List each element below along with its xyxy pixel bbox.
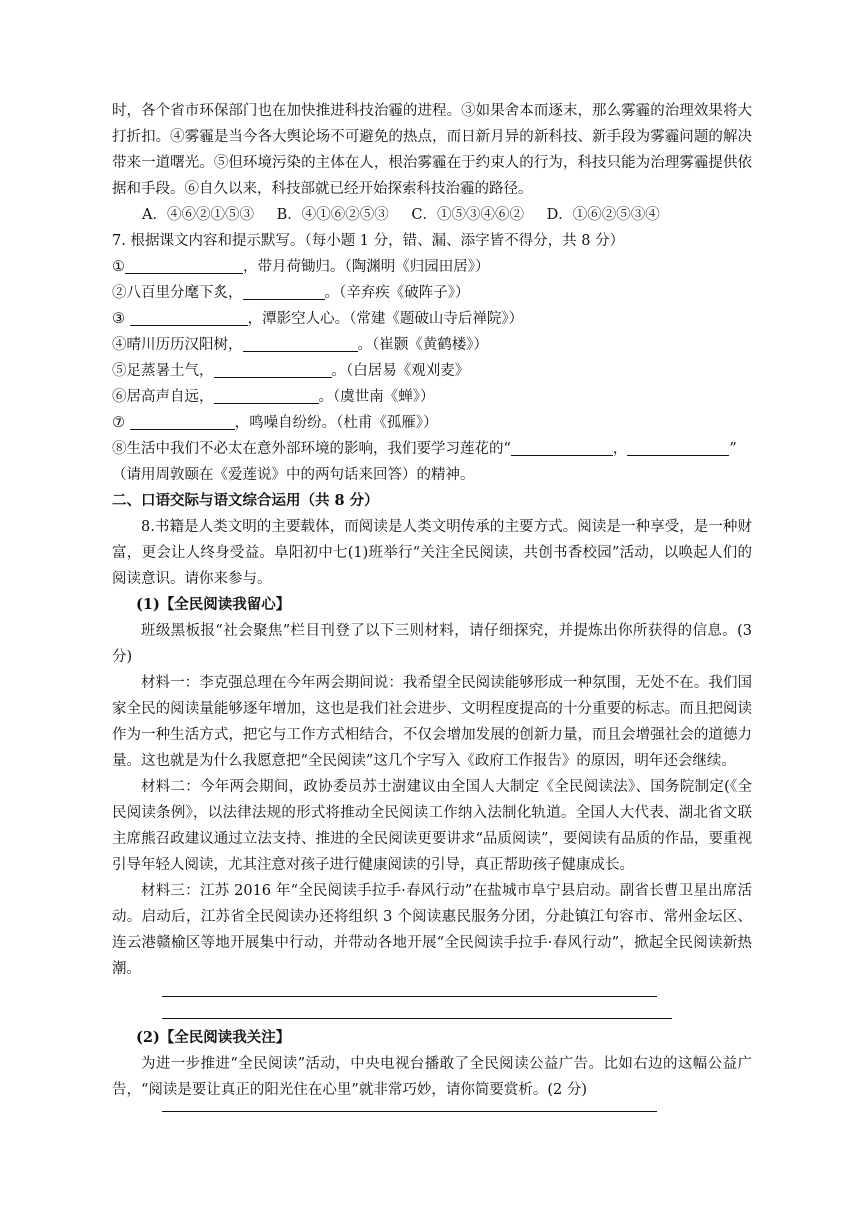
option-c: C．①⑤③④⑥② (411, 207, 524, 223)
fill-blank[interactable] (511, 438, 613, 456)
material-3: 材料三：江苏 2016 年“全民阅读手拉手·春风行动”在盐城市阜宁县启动。副省长曹卫星出席活动。启动后，江苏省全民阅读办还将组织 3 个阅读惠民服务分团，分赴镇江句容市、常州金坛区、连云港赣榆区等地开展集中行动，并带动各地开展“全民阅读手拉手·春风行动”，掀起全民阅读新热潮。 (112, 883, 752, 977)
part-1-title: (1)【全民阅读我留心】 (136, 596, 291, 613)
fill-blank[interactable] (243, 282, 325, 300)
fill-blank[interactable] (214, 386, 319, 404)
q7-item-5: ⑤足蒸暑土气， 。（白居易《观刈麦》 (112, 358, 752, 384)
exam-page (112, 98, 752, 1112)
q7-item-8: ⑧生活中我们不必太在意外部环境的影响，我们要学习莲花的“ ， ” (112, 436, 752, 462)
part-2-title: (2)【全民阅读我关注】 (136, 1029, 291, 1046)
part-1-instruction: 班级黑板报“社会聚焦”栏目刊登了以下三则材料，请仔细探究，并提炼出你所获得的信息。(3 分) (112, 623, 752, 665)
q7-item-8-tail: （请用周敦颐在《爱莲说》中的两句话来回答）的精神。 (112, 467, 475, 483)
fill-blank[interactable] (125, 256, 243, 274)
q7-item-4: ④晴川历历汉阳树， 。（崔颢《黄鹤楼》） (112, 332, 752, 358)
q7-item-3: ③ ，潭影空人心。（常建《题破山寺后禅院》） (112, 306, 752, 332)
answer-line[interactable] (162, 1111, 657, 1112)
material-2: 材料二：今年两会期间，政协委员苏士澍建议由全国人大制定《全民阅读法》、国务院制定(《全民阅读条例》，以法律法规的形式将推动全民阅读工作纳入法制化轨道。全国人大代表、湖北省文联主席熊召政建议通过立法支持、推进的全民阅读更要讲求“品质阅读”，要阅读有品质的作品，要重视引导年轻人阅读，尤其注意对孩子进行健康阅读的引导，真正帮助孩子健康成长。 (112, 779, 752, 873)
option-b: B．④①⑥②⑤③ (276, 207, 389, 223)
q7-item-2: ②八百里分麾下炙， 。（辛弃疾《破阵子》） (112, 280, 752, 306)
fill-blank[interactable] (130, 308, 248, 326)
q7-item-6: ⑥居高声自远， 。（虞世南《蝉》） (112, 384, 752, 410)
q6-options (112, 202, 752, 228)
fill-blank[interactable] (243, 334, 358, 352)
option-a: A．④⑥②①⑤③ (142, 207, 254, 223)
material-1: 材料一：李克强总理在今年两会期间说：我希望全民阅读能够形成一种氛围，无处不在。我们国家全民的阅读量能够逐年增加，这也是我们社会进步、文明程度提高的十分重要的标志。而且把阅读作为一种生活方式，把它与工作方式相结合，不仅会增加发展的创新力量，而且会增强社会的道德力量。这也就是为什么我愿意把“全民阅读”这几个字写入《政府工作报告》的原因，明年还会继续。 (112, 675, 752, 769)
q7-title: 7. 根据课文内容和提示默写。（每小题 1 分，错、漏、添字皆不得分，共 8 分） (112, 233, 625, 249)
fill-blank[interactable] (130, 412, 235, 430)
option-d: D．①⑥②⑤③④ (546, 207, 660, 223)
q7-item-1: ① ，带月荷锄归。（陶渊明《归园田居》） (112, 254, 752, 280)
section-2-title: 二、口语交际与语文综合运用（共 8 分） (112, 492, 379, 509)
q8-intro: 8.书籍是人类文明的主要载体，而阅读是人类文明传承的主要方式。阅读是一种享受，是一种财富，更会让人终身受益。阜阳初中七(1)班举行“关注全民阅读，共创书香校园”活动，以唤起人们的阅读意识。请你来参与。 (112, 519, 752, 587)
q7-item-7: ⑦ ，鸣噪自纷纷。（杜甫《孤雁》） (112, 410, 752, 436)
fill-blank[interactable] (214, 360, 332, 378)
q6-continued-text: 时，各个省市环保部门也在加快推进科技治霾的进程。③如果舍本而逐末，那么雾霾的治理效果将大打折扣。④雾霾是当今各大舆论场不可避免的热点，而日新月异的新科技、新手段为雾霾问题的解决带来一道曙光。⑤但环境污染的主体在人，根治雾霾在于约束人的行为，科技只能为治理雾霾提供依据和手段。⑥自久以来，科技部就已经开始探索科技治霾的路径。 (112, 103, 752, 197)
part-2-text: 为进一步推进“全民阅读”活动，中央电视台播敢了全民阅读公益广告。比如右边的这幅公益广告，“阅读是要让真正的阳光住在心里”就非常巧妙，请你简要赏析。(2 分) (112, 1056, 752, 1098)
fill-blank[interactable] (627, 438, 729, 456)
